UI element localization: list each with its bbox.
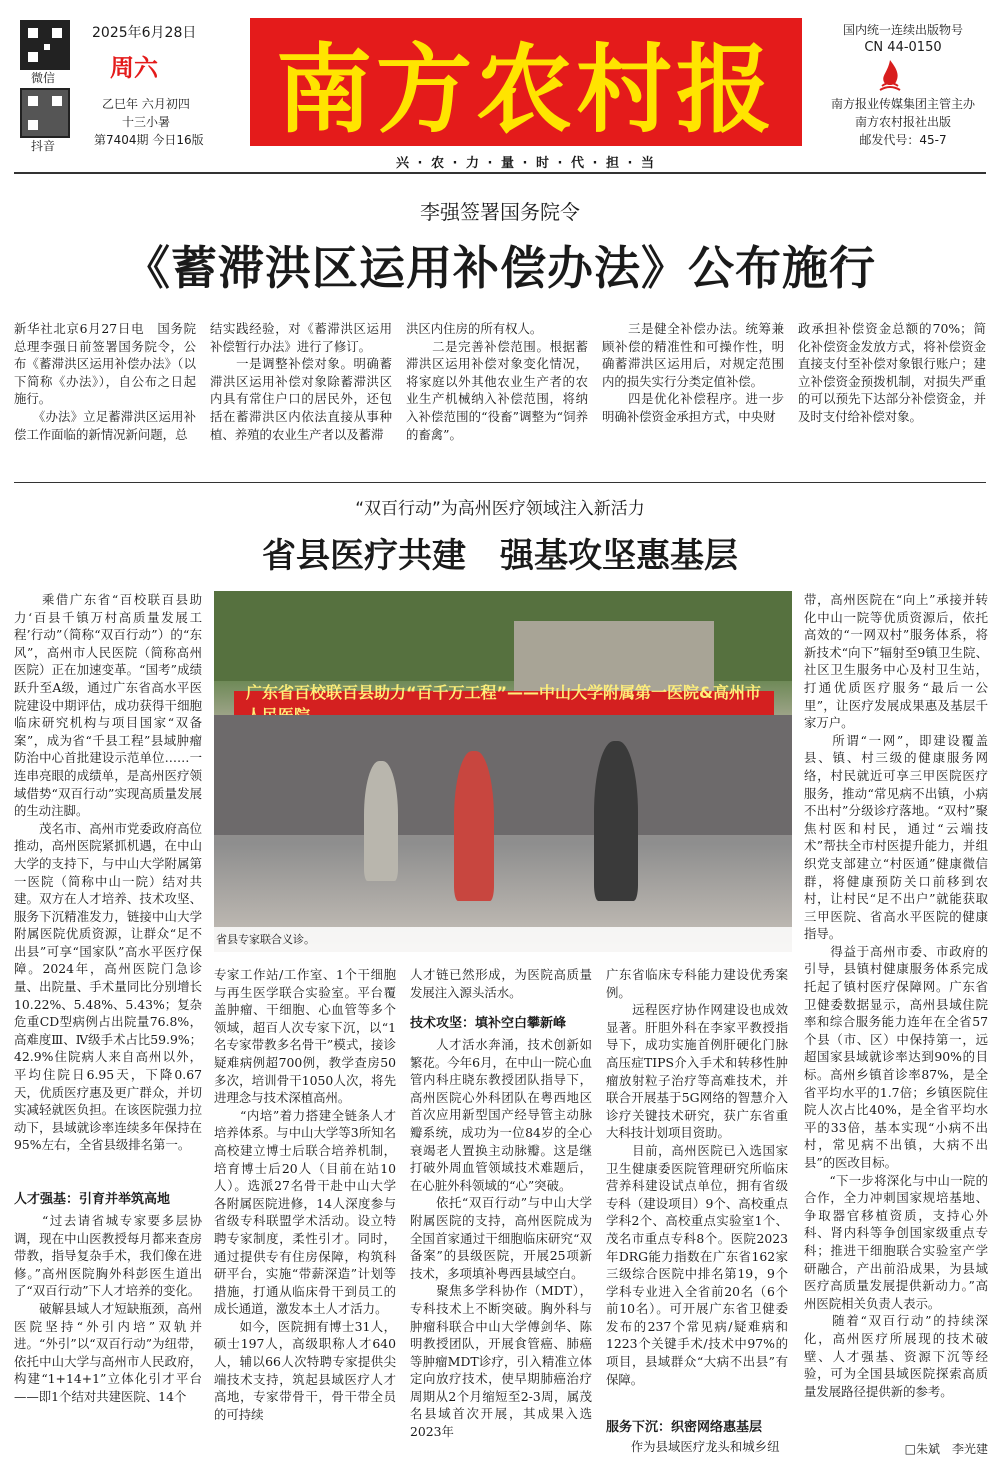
article2-column-1: 乘借广东省“百校联百县助力‘百县千镇万村高质量发展工程’行动”（简称“双百行动”）的“东风”，高州市人民医院（简称高州医院）正在加速变革。“国考”成绩跃升至A级，通过广东省高水平医院建设中期评估，成功获得干细胞临床研究机构与项目国家“双备案”，成为省“千县工程”县域肿瘤防治中心首批建设示范单位……一连串亮眼的成绩单，是高州医疗领域借势“双百行动”实现高质量发展的生动注脚。 茂名市、高州市党委政府高位推动，高州医院紧抓机遇，在中山大学的支持下，与中山大学附属第一医院（简称中山一院）结对共建。双方在人才培养、技术攻坚、服务下沉精准发力，链接中山大学附属医院优质资源，让群众“足不出县”可享“国家队”高水平医疗保障。2024年，高州医院门急诊量、出院量、手术量同比分别增长10.22%、5.48%、5.43%；复杂危重CD型病例占出院量76.8%，高难度Ⅲ、Ⅳ级手术占比59.9%；42.9%住院病人来自高州以外，平均住院日6.95天，下降0.67天，优质医疗惠及更广群众，并切实减轻就医负担。在该医院强力拉动下，县域就诊率连续多年保持在95%左右，全省县级排名第一。 [14, 592, 202, 1153]
photo-person-dark [594, 741, 638, 901]
article1-column-3: 洪区内住房的所有权人。 二是完善补偿范围。根据蓄滞洪区运用补偿对象变化情况，将家庭以外其他农业生产者的农业生产机械纳入补偿范围，将纳入补偿范围的“役畜”调整为“饲养的畜禽”。 [406, 321, 588, 442]
clinic-event-photo [214, 591, 792, 952]
weekday: 周六 [110, 54, 158, 82]
article2-kicker: “双百行动”为高州医疗领域注入新活力 [355, 499, 645, 519]
publisher-flame-icon [876, 58, 904, 92]
article2-column-5: 带，高州医院在“向上”承接并转化中山一院等优质资源后，依托高效的“一网双村”服务体系，将新技术“向下”辐射至9镇卫生院、社区卫生服务中心及村卫生站，打通优质医疗服务“最后一公里”，让医疗发展成果惠及基层千家万户。 所谓“一网”，即建设覆盖县、镇、村三级的健康服务网络，村民就近可享三甲医院医疗服务，推动“常见病不出镇，小病不出村”分级诊疗落地。“双村”聚焦村医和村民，通过“云端技术”帮扶全市村医提升能力，并组织党支部建立“村医通”健康微信群，将健康预防关口前移到农村，让村民“足不出户”就能获取三甲医院、省高水平医院的健康指导。 得益于高州市委、市政府的引导，县镇村健康服务体系完成托起了镇村医疗保障网。广东省卫健委数据显示，高州县域住院率和综合服务能力连年在全省57个县（市、区）中保持第一，远超国家县域就诊率达到90%的目标。高州乡镇首诊率87%，是全省平均水平的1.7倍；乡镇医院住院人次占比40%，是全省平均水平的33倍，基本实现“小病不出村，常见病不出镇，大病不出县”的医改目标。 “下一步将深化与中山一院的合作，全力冲刺国家规培基地、争取器官移植资质，支持心外科、肾内科等争创国家级重点专科；推进干细胞联合实验室产学研融合，产出前沿成果，为县域医疗高质量发展提供新动力。”高州医院相关负责人表示。 随着“双百行动”的持续深化，高州医疗所展现的技术破壁、人才强基、资源下沉等经验，可为全国县域医院探索高质量发展路径提供新的参考。 [804, 592, 988, 1399]
article1-kicker: 李强签署国务院令 [420, 200, 580, 224]
article2-column-2: 专家工作站/工作室、1个干细胞与再生医学联合实验室。平台覆盖肿瘤、干细胞、心血管等多个领域，超百人次专家下沉，以“1名专家带教多名骨干”模式，接诊疑难病例超700例，教学查房50多次，培训骨干1050人次，将先进理念与技术深植高州。 “内培”着力搭建全链条人才培养体系。与中山大学等3所知名高校建立博士后联合培养机制，培育博士后20人（目前在站10人）。选派27名骨干赴中山大学各附属医院进修，14人深度参与省级专科联盟学术活动。设立特聘专家制度，柔性引才。同时，通过提供专有住房保障，构筑科研平台，实施“带薪深造”计划等措施，打通从临床骨干到员工的成长通道，激发本土人才活力。 如今，医院拥有博士31人，硕士197人，高级职称人才640人，辅以66人次特聘专家提供尖端技术支持，筑起县域医疗人才高地，专家带骨干，骨干带全员的可持续 [214, 967, 396, 1422]
photo-caption: 省县专家联合义诊。 [214, 927, 792, 952]
article2-headline: 省县医疗共建 强基攻坚惠基层 [262, 536, 738, 576]
byline: □朱斌 李光建 [904, 1442, 988, 1456]
article1-column-2: 结实践经验，对《蓄滞洪区运用补偿暂行办法》进行了修订。 一是调整补偿对象。明确蓄滞洪区运用补偿对象除蓄滞洪区内具有常住户口的居民外，还包括在蓄滞洪区内依法直接从事种植、养殖的农业生产者以及蓄滞 [210, 321, 392, 442]
publisher-line-2: 南方农村报社出版 [854, 115, 951, 129]
postal-code: 邮发代号：45-7 [859, 133, 947, 147]
photo-person-white [364, 761, 398, 881]
header-divider [14, 172, 986, 174]
subheading-technology: 技术攻坚：填补空白攀新峰 [410, 1016, 567, 1031]
article2-column-1b: “过去请省城专家要多层协调，现在中山医教授每月都来查房带教，指导复杂手术，我们像在进修。”高州医院胸外科彭医生道出了“双百行动”下人才培养的变化。 破解县域人才短缺瓶颈，高州医院坚持“外引内培”双轨并进。“外引”以“双百行动”为纽带，依托中山大学与高州市人民政府，构建“1+14+1”立体化引才平台——即1个结对共建医院、14个 [14, 1213, 202, 1404]
article2-column-3b: 人才活水奔涌，技术创新如繁花。今年6月，在中山一院心血管内科庄晓东教授团队指导下，高州医院心外科团队在粤西地区首次应用新型国产经导管主动脉瓣系统，成功为一位84岁的全心衰竭老人置换主动脉瓣。这是继打破外周血管领域技术难题后，在心脏外科领域的“心”突破。 依托“双百行动”与中山大学附属医院的支持，高州医院成为全国首家通过干细胞临床研究“双备案”的县级医院，开展25项新技术，多项填补粤西县域空白。 聚焦多学科协作（MDT），专科技术上不断突破。胸外科与肿瘤科联合中山大学傅剑华、陈明教授团队，开展食管癌、肺癌等肿瘤MDT诊疗，引入精准立体定向放疗技术，使早期肺癌治疗周期从2个月缩短至2-3周，属茂名县域首次开展，其成果入选2023年 [410, 1037, 592, 1440]
wechat-qr-code [20, 20, 70, 70]
slogan: 兴 · 农 · 力 · 量 · 时 · 代 · 担 · 当 [396, 156, 656, 171]
photo-banner: 广东省百校联百县助力“百千万工程”——中山大学附属第一医院&高州市 [234, 691, 774, 715]
publication-number: CN 44-0150 [864, 40, 942, 55]
photo-crowd [214, 715, 792, 835]
solar-term: 十三小暑 [122, 115, 171, 129]
wechat-label: 微信 [30, 71, 55, 85]
article2-column-4b: 作为县域医疗龙头和城乡纽 [606, 1439, 780, 1454]
issue-number: 第7404期 今日16版 [94, 133, 204, 147]
publisher-line-1: 南方报业传媒集团主管主办 [830, 97, 975, 111]
article-divider [14, 482, 986, 483]
masthead-title: 南方农村报 [276, 33, 776, 146]
article2-column-3: 人才链已然形成，为医院高质量发展注入源头活水。 [410, 967, 592, 1000]
article1-column-4: 三是健全补偿办法。统筹兼顾补偿的精准性和可操作性，明确蓄滞洪区运用后，对规定范围内的损失实行分类定值补偿。 四是优化补偿程序。进一步明确补偿资金承担方式，中央财 [602, 321, 784, 424]
article1-column-5: 政承担补偿资金总额的70%；简化补偿资金发放方式，将补偿资金直接支付至补偿对象银行账户；建立补偿资金预拨机制，对损失严重的可以预先下达部分补偿资金，并及时支付给补偿对象。 [798, 321, 986, 424]
issue-date: 2025年6月28日 [92, 25, 197, 41]
article1-headline: 《蓄滞洪区运用补偿办法》公布施行 [124, 241, 876, 295]
article1-column-1: 新华社北京6月27日电 国务院总理李强日前签署国务院令，公布《蓄滞洪区运用补偿办法》（以下简称《办法》），自公布之日起施行。 《办法》立足蓄滞洪区运用补偿工作面临的新情况新问题，总 [14, 321, 196, 442]
subheading-service: 服务下沉：织密网络惠基层 [606, 1420, 763, 1435]
publication-number-label: 国内统一连续出版物号 [842, 23, 963, 37]
douyin-qr-code [20, 88, 70, 138]
lunar-date: 乙巳年 六月初四 [102, 97, 190, 111]
douyin-label: 抖音 [30, 139, 55, 153]
article2-column-4: 广东省临床专科能力建设优秀案例。 远程医疗协作网建设也成效显著。肝胆外科在李家平教授指导下，成功实施首例肝硬化门脉高压症TIPS介入手术和转移性肿瘤放射粒子治疗等高难技术，并联合开展基于5G网络的智慧介入诊疗关键技术研究，获广东省重大科技计划项目资助。 目前，高州医院已入选国家卫生健康委医院管理研究所临床营养科建设试点单位，拥有省级专科（建设项目）9个、高校重点学科2个、高校重点实验室1个、茂名市重点专科8个。医院2023年DRG能力指数在广东省162家三级综合医院中排名第19，9个学科专业进入全省前20名（6个前10名）。可开展广东省卫健委发布的237个常见病/疑难病和1223个关键手术/技术中97%的项目，县域群众“大病不出县”有保障。 [606, 967, 788, 1387]
subheading-talent: 人才强基：引育并举筑高地 [14, 1192, 171, 1207]
photo-person-red-shirt [454, 751, 494, 901]
